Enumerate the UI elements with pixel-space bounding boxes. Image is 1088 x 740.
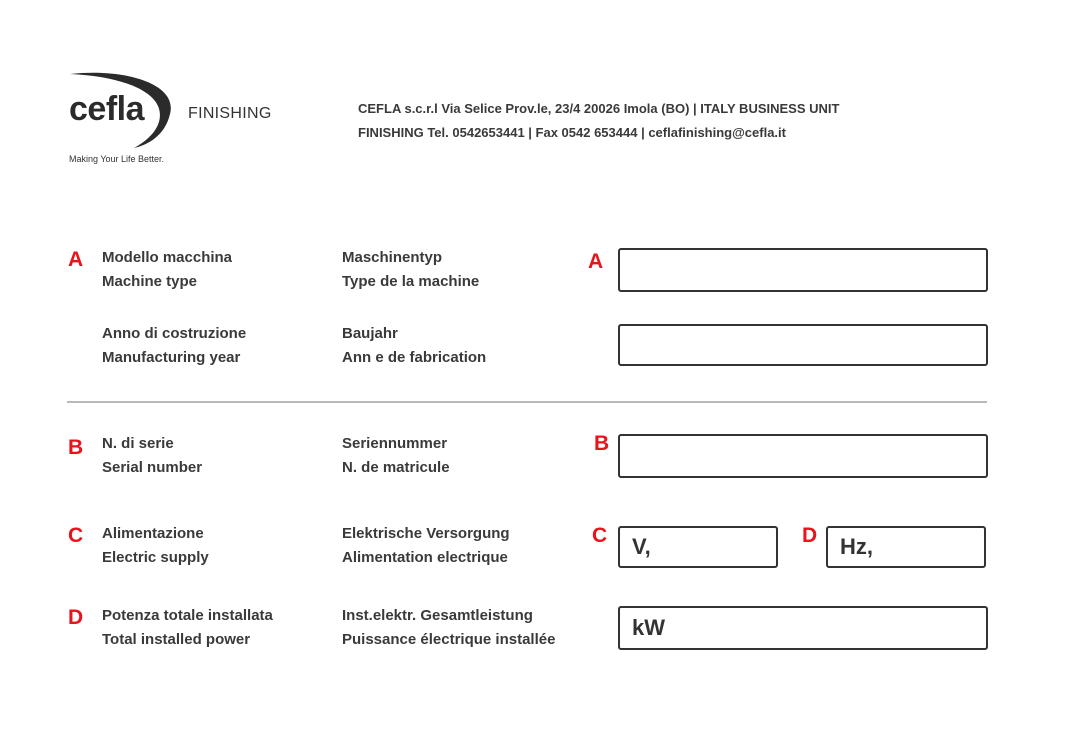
machine-type-label-fr: Type de la machine [342, 273, 480, 290]
field-mark-a: A [588, 250, 604, 273]
electric-supply-label-de: Elektrische Versorgung [342, 525, 510, 542]
manufacturing-year-field[interactable] [618, 324, 988, 366]
voltage-field[interactable]: V, [618, 526, 778, 568]
field-mark-b: B [594, 432, 610, 455]
company-address-line1: CEFLA s.c.r.l Via Selice Prov.le, 23/4 20026 Imola (BO) | ITALY BUSINESS UNIT [358, 101, 840, 116]
installed-power-label-it: Potenza totale installata [102, 607, 273, 624]
serial-number-label-de: Seriennummer [342, 435, 448, 452]
installed-power-label-de: Inst.elektr. Gesamtleistung [342, 607, 533, 624]
machine-type-label-it: Modello macchina [102, 249, 233, 266]
electric-supply-label-it: Alimentazione [102, 525, 204, 542]
electric-supply-label-en: Electric supply [102, 549, 209, 566]
installed-power-field[interactable]: kW [618, 606, 988, 650]
manufacturing-year-label-de: Baujahr [342, 325, 398, 342]
serial-number-field[interactable] [618, 434, 988, 478]
logo-tagline: Making Your Life Better. [69, 154, 165, 164]
row-mark-a: A [68, 248, 84, 271]
installed-power-label-en: Total installed power [102, 631, 251, 648]
serial-number-label-en: Serial number [102, 459, 203, 476]
manufacturing-year-label-it: Anno di costruzione [102, 325, 247, 342]
row-mark-d: D [68, 606, 84, 629]
serial-number-label-fr: N. de matricule [342, 459, 450, 476]
field-mark-c: C [592, 524, 608, 547]
frequency-field[interactable]: Hz, [826, 526, 986, 568]
logo-text: cefla [69, 90, 144, 128]
manufacturing-year-label-en: Manufacturing year [102, 349, 241, 366]
row-mark-c: C [68, 524, 84, 547]
machine-type-field[interactable] [618, 248, 988, 292]
row-mark-b: B [68, 436, 84, 459]
field-mark-d: D [802, 524, 818, 547]
machine-type-label-de: Maschinentyp [342, 249, 443, 266]
serial-number-label-it: N. di serie [102, 435, 174, 452]
company-address-line2: FINISHING Tel. 0542653441 | Fax 0542 653444 | ceflafinishing@cefla.it [358, 125, 786, 140]
installed-power-label-fr: Puissance électrique installée [342, 631, 556, 648]
logo-finishing: FINISHING [188, 105, 272, 122]
machine-type-label-en: Machine type [102, 273, 198, 290]
section-divider [67, 401, 987, 403]
manufacturing-year-label-fr: Ann e de fabrication [342, 349, 487, 366]
electric-supply-label-fr: Alimentation electrique [342, 549, 508, 566]
